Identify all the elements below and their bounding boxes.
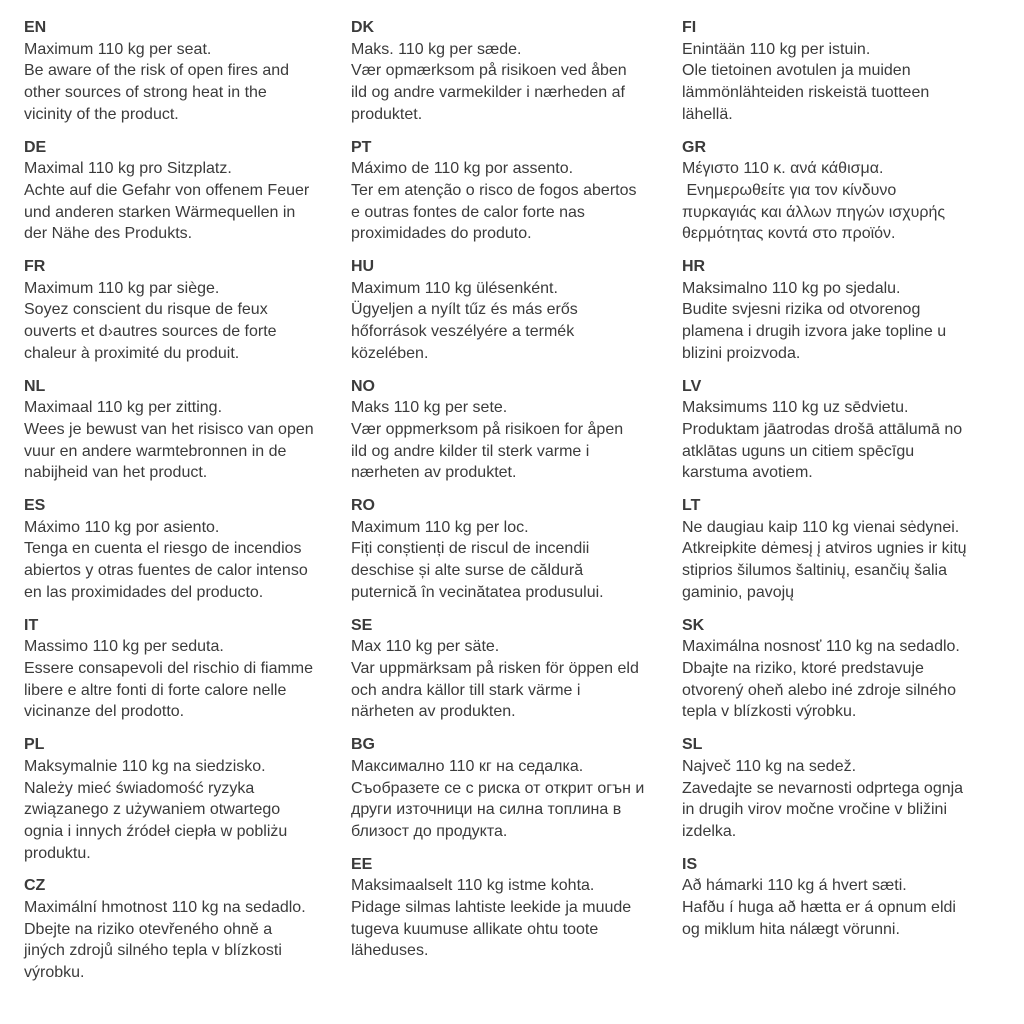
instruction-line: e outras fontes de calor forte nas xyxy=(351,203,585,221)
instruction-line: Μέγιστο 110 κ. ανά κάθισμα. xyxy=(682,160,884,178)
instruction-line: Essere consapevoli del rischio di fiamme xyxy=(24,659,314,677)
language-code: BG xyxy=(351,736,375,754)
language-section-it xyxy=(24,615,351,724)
instruction-line: produktet. xyxy=(351,105,423,123)
instruction-line: nabijheid van het product. xyxy=(24,464,208,482)
instruction-line: ouverts et d›autres sources de forte xyxy=(24,323,277,341)
instruction-line: Budite svjesni rizika od otvorenog xyxy=(682,301,921,319)
language-code: EN xyxy=(24,19,47,36)
language-section-sk xyxy=(682,615,1024,724)
language-section-ro xyxy=(351,495,682,604)
instruction-line: ild og andre kilder til sterk varme i xyxy=(351,442,590,460)
instruction-line: other sources of strong heat in the xyxy=(24,84,267,102)
language-code: NO xyxy=(351,377,375,395)
instruction-line: Maximálna nosnosť 110 kg na sedadlo. xyxy=(682,638,960,656)
instruction-line: Maximum 110 kg par siège. xyxy=(24,279,220,297)
instruction-line: Máximo de 110 kg por assento. xyxy=(351,160,574,178)
column-3 xyxy=(682,17,1024,1024)
instruction-line: Dbajte na riziko, ktoré predstavuje xyxy=(682,659,924,677)
instruction-line: Enintään 110 kg per istuin. xyxy=(682,40,871,58)
instruction-line: blizini proizvoda. xyxy=(682,344,801,362)
instruction-line: atklātas uguns un citiem spēcīgu xyxy=(682,442,915,460)
language-code: LT xyxy=(682,497,701,515)
instruction-line: Soyez conscient du risque de feux xyxy=(24,301,268,319)
instruction-line: близост до продукта. xyxy=(351,822,508,840)
language-section-lv xyxy=(682,376,1024,485)
language-section-pt xyxy=(351,137,682,246)
instruction-line: otvorený oheň alebo iné zdroje silného xyxy=(682,681,956,699)
instruction-line: Maksimums 110 kg uz sēdvietu. xyxy=(682,399,909,417)
language-section-hr xyxy=(682,256,1024,365)
instruction-line: vicinanze del prodotto. xyxy=(24,703,185,721)
language-code: IT xyxy=(24,616,39,634)
language-code: HR xyxy=(682,258,706,276)
language-code: DK xyxy=(351,19,375,36)
instruction-line: stiprios šilumos šaltinių, esančių šalia xyxy=(682,562,947,580)
language-code: GR xyxy=(682,138,706,156)
instruction-line: Maximum 110 kg per loc. xyxy=(351,518,529,536)
instruction-line: deschise și alte surse de căldură xyxy=(351,562,584,580)
language-section-de xyxy=(24,137,351,246)
instruction-line: vuur en andere warmtebronnen in de xyxy=(24,442,287,460)
instruction-line: vicinity of the product. xyxy=(24,105,179,123)
language-code: PT xyxy=(351,138,372,156)
instruction-line: Zavedajte se nevarnosti odprtega ognja xyxy=(682,779,964,797)
language-section-is xyxy=(682,854,1024,941)
language-code: IS xyxy=(682,855,698,873)
instruction-line: közelében. xyxy=(351,344,429,362)
instruction-line: Produktam jāatrodas drošā attālumā no xyxy=(682,420,963,438)
column-1 xyxy=(24,17,351,1024)
instruction-line: Ne daugiau kaip 110 kg vienai sėdynei. xyxy=(682,518,960,536)
instruction-line: Należy mieć świadomość ryzyka xyxy=(24,779,255,797)
language-section-nl xyxy=(24,376,351,485)
instruction-line: Maximální hmotnost 110 kg na sedadlo. xyxy=(24,899,306,917)
instruction-line: Ole tietoinen avotulen ja muiden xyxy=(682,62,911,80)
instruction-line: lähellä. xyxy=(682,105,733,123)
instruction-line: en las proximidades del producto. xyxy=(24,583,264,601)
language-section-gr xyxy=(682,137,1024,246)
instruction-line: Atkreipkite dėmesį į atviros ugnies ir kitų xyxy=(682,540,967,558)
instruction-line: Tenga en cuenta el riesgo de incendios xyxy=(24,540,302,558)
language-section-bg xyxy=(351,734,682,843)
language-code: RO xyxy=(351,497,375,515)
language-code: LV xyxy=(682,377,702,395)
language-section-no xyxy=(351,376,682,485)
instruction-line: Máximo 110 kg por asiento. xyxy=(24,518,220,536)
instruction-line: der Nähe des Produkts. xyxy=(24,225,193,243)
instruction-line: Dbejte na riziko otevřeného ohně a xyxy=(24,920,273,938)
instruction-line: výrobku. xyxy=(24,964,85,982)
instruction-line: Maks 110 kg per sete. xyxy=(351,399,508,417)
instruction-line: og miklum hita nálægt vörunni. xyxy=(682,920,900,938)
instruction-line: plamena i drugih izvora jake topline u xyxy=(682,323,947,341)
instruction-line: θερμότητας κοντά στο προϊόν. xyxy=(682,225,896,243)
language-section-es xyxy=(24,495,351,604)
instruction-line: Maximum 110 kg per seat. xyxy=(24,40,212,58)
instruction-line: Max 110 kg per säte. xyxy=(351,638,500,656)
language-section-se xyxy=(351,615,682,724)
instruction-line: Að hámarki 110 kg á hvert sæti. xyxy=(682,877,907,895)
language-code: NL xyxy=(24,377,46,395)
instruction-line: други източници на силна топлина в xyxy=(351,801,622,819)
instruction-line: tepla v blízkosti výrobku. xyxy=(682,703,857,721)
instruction-line: ild og andre varmekilder i nærheden af xyxy=(351,84,625,102)
instruction-line: Maksimaalselt 110 kg istme kohta. xyxy=(351,877,595,895)
instruction-line: Be aware of the risk of open fires and xyxy=(24,62,290,80)
language-code: SL xyxy=(682,736,703,754)
instruction-line: Maksimalno 110 kg po sjedalu. xyxy=(682,279,901,297)
language-section-cz xyxy=(24,875,351,984)
instruction-line: Wees je bewust van het risisco van open xyxy=(24,420,314,438)
instruction-line: och andra källor till stark värme i xyxy=(351,681,581,699)
instruction-line: Maks. 110 kg per sæde. xyxy=(351,40,522,58)
language-section-fi xyxy=(682,17,1024,126)
instruction-line: Achte auf die Gefahr von offenem Feuer xyxy=(24,181,310,199)
instruction-line: Maximaal 110 kg per zitting. xyxy=(24,399,223,417)
language-section-pl xyxy=(24,734,351,864)
instruction-line: Pidage silmas lahtiste leekide ja muude xyxy=(351,899,632,917)
instruction-line: lämmönlähteiden riskeistä tuotteen xyxy=(682,84,930,102)
language-code: SK xyxy=(682,616,705,634)
language-section-dk xyxy=(351,17,682,126)
instruction-line: Massimo 110 kg per seduta. xyxy=(24,638,224,656)
instruction-line: und anderen starken Wärmequellen in xyxy=(24,203,296,221)
language-code: FI xyxy=(682,19,697,36)
instruction-line: Hafðu í huga að hætta er á opnum eldi xyxy=(682,899,956,917)
language-code: EE xyxy=(351,855,373,873)
instruction-line: närheten av produkten. xyxy=(351,703,516,721)
instruction-line: nærheten av produktet. xyxy=(351,464,517,482)
language-code: DE xyxy=(24,138,47,156)
language-section-sl xyxy=(682,734,1024,843)
instruction-line: produktu. xyxy=(24,844,91,862)
instruction-line: in drugih virov močne vročine v bližini xyxy=(682,801,947,819)
instruction-line: puternică în vecinătatea produsului. xyxy=(351,583,604,601)
instruction-line: związanego z używaniem otwartego xyxy=(24,801,281,819)
instruction-line: gaminio, pavojų xyxy=(682,583,795,601)
instruction-line: Vær opmærksom på risikoen ved åben xyxy=(351,62,627,80)
instruction-line: Максимално 110 кг на седалка. xyxy=(351,757,584,775)
instruction-line: izdelka. xyxy=(682,822,737,840)
instruction-line: Съобразете се с риска от открит огън и xyxy=(351,779,645,797)
instruction-line: Ενημερωθείτε για τον κίνδυνο xyxy=(682,181,897,199)
language-code: HU xyxy=(351,258,375,276)
instruction-line: Fiți conștienți de riscul de incendii xyxy=(351,540,590,558)
instruction-line: Ügyeljen a nyílt tűz és más erős xyxy=(351,301,578,319)
instruction-line: Največ 110 kg na sedež. xyxy=(682,757,857,775)
language-code: FR xyxy=(24,258,46,276)
instruction-line: Maksymalnie 110 kg na siedzisko. xyxy=(24,757,266,775)
language-section-fr xyxy=(24,256,351,365)
language-code: PL xyxy=(24,736,45,754)
instruction-line: Maximum 110 kg ülésenként. xyxy=(351,279,558,297)
instruction-line: tugeva kuumuse allikate ohtu toote xyxy=(351,920,599,938)
instruction-line: hőforrások veszélyére a termék xyxy=(351,323,575,341)
instruction-line: Vær oppmerksom på risikoen for åpen xyxy=(351,420,624,438)
instruction-line: chaleur à proximité du produit. xyxy=(24,344,240,362)
instruction-line: ognia i innych źródeł ciepła w pobliżu xyxy=(24,822,288,840)
language-code: SE xyxy=(351,616,373,634)
instruction-line: πυρκαγιάς και άλλων πηγών ισχυρής xyxy=(682,203,946,221)
instruction-line: libere e altre fonti di forte calore nelle xyxy=(24,681,287,699)
instruction-line: abiertos y otras fuentes de calor intenso xyxy=(24,562,308,580)
language-section-hu xyxy=(351,256,682,365)
language-section-lt xyxy=(682,495,1024,604)
instruction-line: karstuma avotiem. xyxy=(682,464,813,482)
instruction-line: läheduses. xyxy=(351,942,429,960)
instruction-line: jiných zdrojů silného tepla v blízkosti xyxy=(24,942,282,960)
instruction-line: Maximal 110 kg pro Sitzplatz. xyxy=(24,160,232,178)
language-section-en xyxy=(24,17,351,126)
instruction-line: Var uppmärksam på risken för öppen eld xyxy=(351,659,639,677)
language-code: CZ xyxy=(24,877,46,895)
language-section-ee xyxy=(351,854,682,963)
instruction-line: Ter em atenção o risco de fogos abertos xyxy=(351,181,637,199)
language-code: ES xyxy=(24,497,46,515)
instruction-line: proximidades do produto. xyxy=(351,225,532,243)
column-2 xyxy=(351,17,682,1024)
